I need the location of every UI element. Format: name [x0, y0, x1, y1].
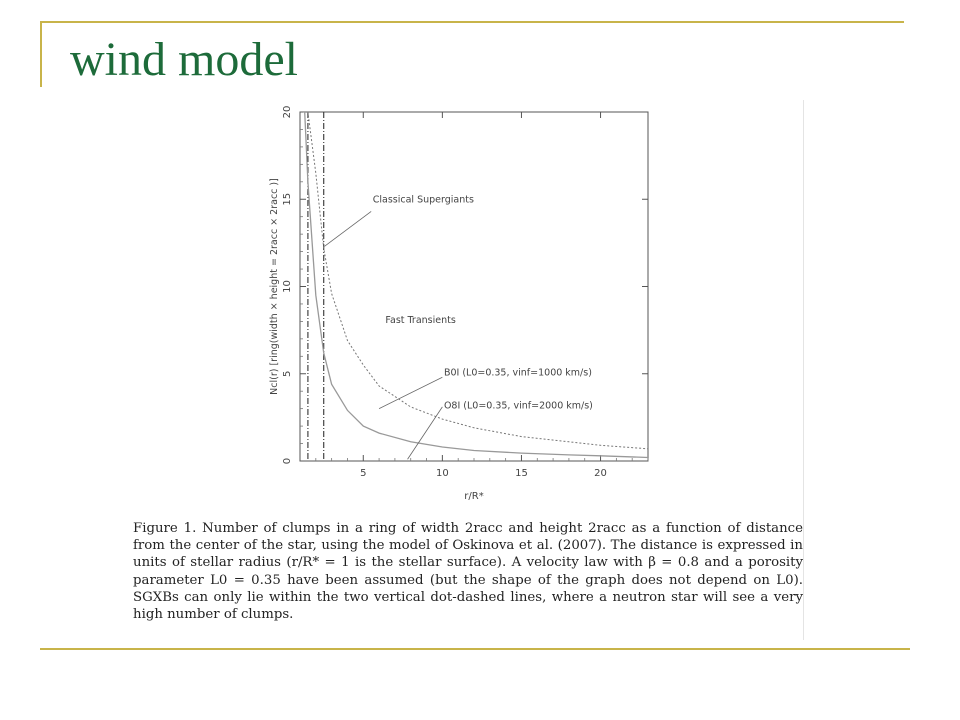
- frame-left-rule: [40, 21, 42, 87]
- pointer-classical-supergiants: [325, 211, 372, 246]
- frame-bottom-rule: [40, 648, 910, 650]
- pointer-b0i: [379, 377, 442, 408]
- x-tick-label: 10: [435, 468, 449, 479]
- annotation-classical-supergiants: Classical Supergiants: [372, 194, 474, 206]
- slide-title: wind model: [70, 33, 298, 86]
- x-tick-label: 20: [594, 468, 607, 479]
- x-tick-label: 5: [360, 468, 367, 479]
- caption-text: Figure 1. Number of clumps in a ring of width 2racc and height 2racc as a function of distance from the center of the star, using the model of Oskinova et al. (2007). The distance is expressed in units of stellar radius (r/R* = 1 is the stellar surface). A velocity law with β = 0.8 and a porosity parameter L0 = 0.35 have been assumed (but the shape of the graph does not depend on L0). SGXBs can only lie within the two vertical dot-dashed lines, where a neutron star will see a very high number of clumps.: [133, 521, 803, 623]
- y-tick-label: 20: [282, 105, 293, 119]
- y-tick-label: 0: [282, 457, 293, 465]
- annotation-fast-transients: Fast Transients: [385, 315, 456, 327]
- series-line-b0i: [303, 112, 648, 449]
- figure-caption: [133, 520, 803, 623]
- x-tick-label: 15: [515, 468, 528, 479]
- y-tick-label: 10: [282, 280, 293, 293]
- y-tick-label: 15: [282, 192, 293, 206]
- x-axis-label: r/R*: [464, 491, 484, 502]
- clump-chart: [255, 100, 803, 520]
- annotation-o8i: O8I (L0=0.35, vinf=2000 km/s): [443, 400, 593, 412]
- pointer-o8i: [408, 407, 443, 459]
- y-axis-label: Ncl(r) [ring(width × height = 2racc × 2racc )]: [269, 178, 280, 395]
- frame-top-rule: [40, 21, 904, 23]
- annotation-b0i: B0I (L0=0.35, vinf=1000 km/s): [443, 367, 592, 379]
- y-tick-label: 5: [282, 370, 293, 377]
